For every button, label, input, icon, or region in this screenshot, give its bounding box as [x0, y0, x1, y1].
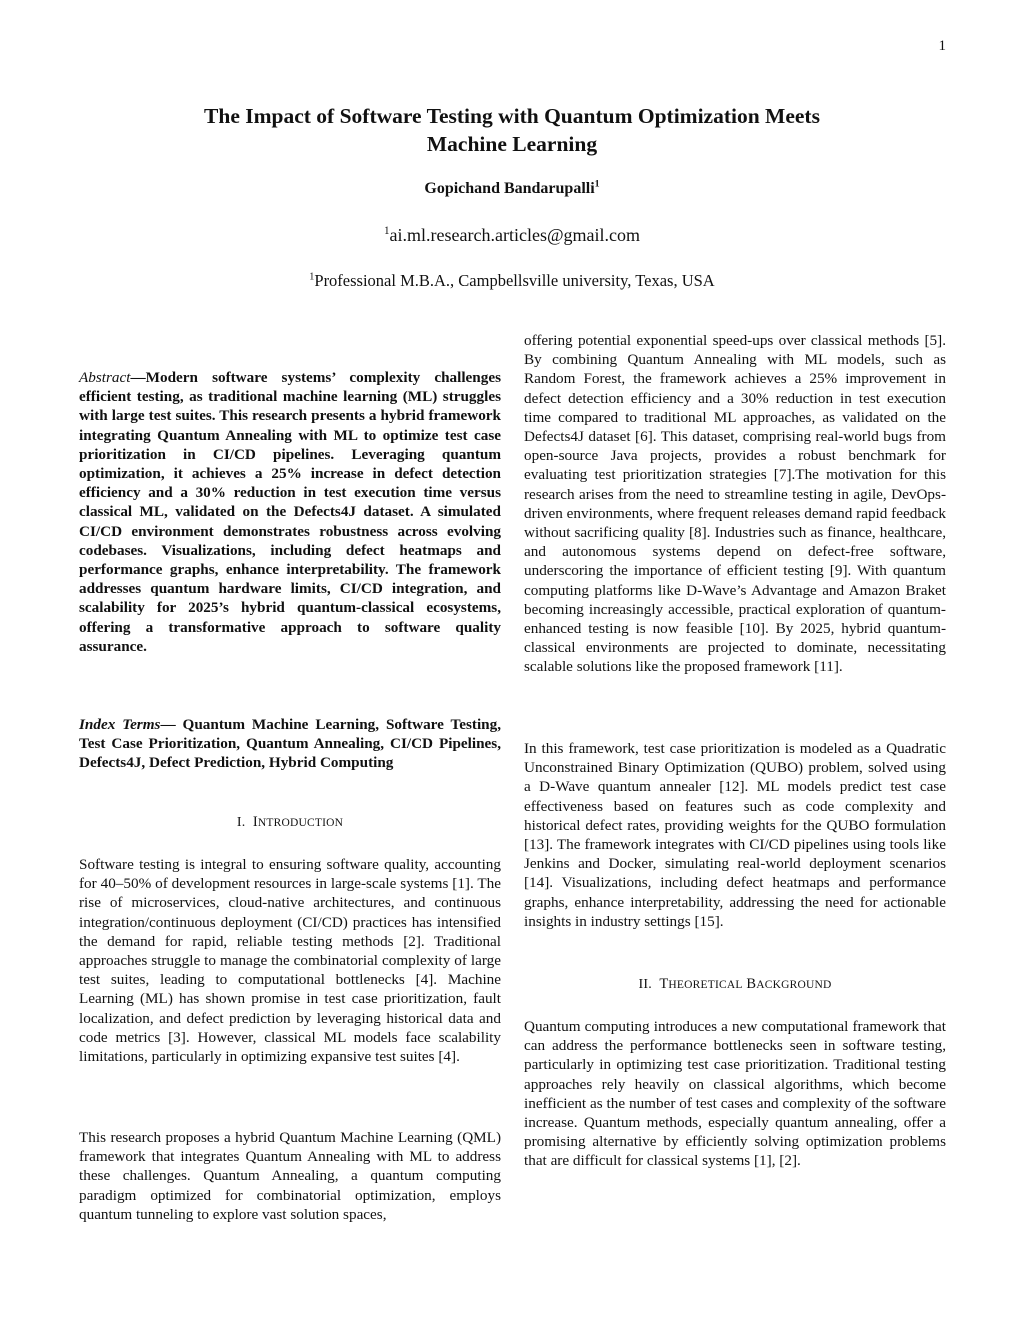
abstract-lead: Abstract	[79, 369, 131, 386]
section-heading-theoretical-background: II. THEORETICAL BACKGROUND	[638, 976, 832, 992]
author-affiliation: $^1$Professional M.B.A., Campbellsville university, Texas, USA	[309, 271, 715, 290]
author-name: Gopichand Bandarupalli$^1$	[424, 178, 600, 197]
index-terms-text: — Quantum Machine Learning, Software Testing, Test Case Prioritization, Quantum Annealing, CI/CD Pipelines, Defects4J, Defect Prediction, Hybrid Computing	[79, 716, 501, 772]
intro-paragraph-continued: offering potential exponential speed-ups over classical methods [5]. By combining Quantum Annealing with ML models, such as Random Forest, the framework achieves a 25% improvement in defect detection efficiency and a 30% reduction in test execution time compared to traditional ML approaches, as validated on the Defects4J dataset [6]. This dataset, comprising real-world bugs from open-source Java projects, provides a robust benchmark for evaluating test prioritization strategies [7].The motivation for this research arises from the need to streamline testing in agile, DevOps-driven environments, where frequent releases demand rapid feedback without sacrificing quality [8]. Industries such as finance, healthcare, and autonomous systems depend on defect-free software, underscoring the importance of efficient testing [9]. With quantum computing platforms like D-Wave’s Advantage and Amazon Braket becoming increasingly accessible, practical exploration of quantum-enhanced testing is now feasible [10]. By 2025, hybrid quantum-classical environments are projected to dominate, necessitating scalable solutions like the proposed framework [11].	[524, 332, 946, 676]
abstract-text: —Modern software systems’ complexity challenges efficient testing, as traditional machine learning (ML) struggles with large test suites. This research presents a hybrid framework integrating Quantum Annealing with ML to optimize test case prioritization in CI/CD pipelines. Leveraging quantum optimization, it achieves a 25% increase in defect detection efficiency and a 30% reduction in test execution time versus classical ML, validated on the Defects4J dataset. A simulated CI/CD environment demonstrates robustness across evolving codebases. Visualizations, including defect heatmaps and performance graphs, enhance interpretability. The framework addresses quantum hardware limits, CI/CD integration, and scalability for 2025’s hybrid quantum-classical ecosystems, offering a transformative approach to software quality assurance.	[79, 369, 501, 655]
intro-paragraph-2: This research proposes a hybrid Quantum Machine Learning (QML) framework that integrates Quantum Annealing with ML to address these challenges. Quantum Annealing, a quantum computing paradigm optimized for combinatorial optimization, employs quantum tunneling to explore vast solution spaces,	[79, 1129, 501, 1223]
title-line-2: Machine Learning	[426, 132, 598, 156]
intro-paragraph-3: In this framework, test case prioritization is modeled as a Quadratic Unconstrained Binary Optimization (QUBO) problem, solved using a D-Wave quantum annealer [12]. ML models predict test case effectiveness based on features such as code complexity and historical defect rates, providing weights for the QUBO formulation [13]. The framework integrates with CI/CD pipelines using tools like Jenkins and Docker, simulating real-world deployment scenarios [14]. Visualizations, including defect heatmaps and performance graphs, enhance interpretability, addressing the need for actionable insights in industry settings [15].	[524, 740, 946, 930]
index-terms-lead: Index Terms	[79, 716, 161, 733]
title-line-1: The Impact of Software Testing with Quantum Optimization Meets	[204, 104, 820, 128]
intro-paragraph-1: Software testing is integral to ensuring software quality, accounting for 40–50% of development resources in large-scale systems [1]. The rise of microservices, cloud-native architectures, and continuous integration/continuous deployment (CI/CD) practices has intensified the demand for rapid, reliable testing methods [2]. Traditional approaches struggle to manage the combinatorial complexity of large test suites, leading to computational bottlenecks [4]. Machine Learning (ML) has shown promise in test case prioritization, fault localization, and defect prediction by leveraging historical data and code metrics [3]. However, classical ML models face scalability limitations, particularly in optimizing expansive test suites [4].	[79, 856, 501, 1066]
section-heading-introduction: I. INTRODUCTION	[236, 814, 344, 830]
paper-title	[0, 102, 1024, 158]
abstract	[79, 368, 501, 656]
author-email: $^1$ai.ml.research.articles@gmail.com	[383, 225, 641, 245]
page-number: 1	[938, 38, 946, 54]
index-terms	[79, 715, 501, 773]
background-paragraph-1: Quantum computing introduces a new computational framework that can address the performance bottlenecks seen in software testing, particularly in optimizing test case prioritization. Traditional testing approaches rely heavily on classical algorithms, which become inefficient as the number of test cases and complexity of the software increase. Quantum methods, especially quantum annealing, offer a promising alternative by efficiently solving optimization problems that are difficult for classical systems [1], [2].	[524, 1018, 946, 1170]
